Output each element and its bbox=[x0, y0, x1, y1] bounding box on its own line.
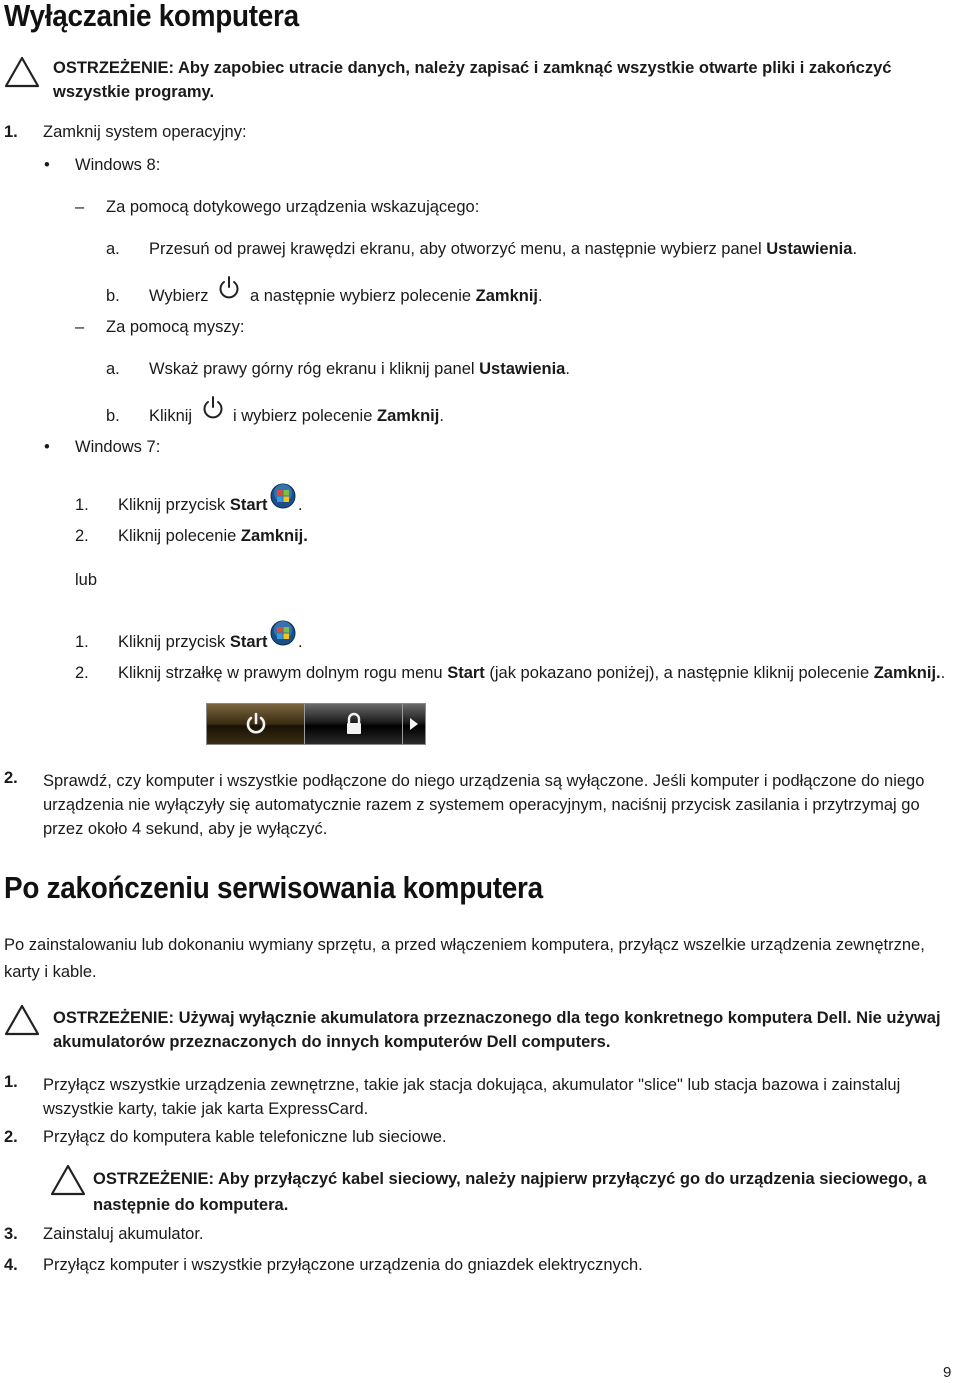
warning-text: OSTRZEŻENIE: Używaj wyłącznie akumulatora przeznaczonego dla tego konkretnego komputera Dell. Nie używaj akumulatorów przeznaczonych do innych komputerów Dell computers. bbox=[53, 1009, 941, 1051]
touch-b-text bbox=[250, 287, 543, 306]
windows-start-orb-icon bbox=[270, 483, 296, 509]
w7b-2-mid: (jak pokazano poniżej), a następnie kliknij polecenie bbox=[484, 664, 874, 682]
dash-marker: – bbox=[75, 198, 85, 216]
windows-start-orb-icon bbox=[270, 620, 296, 646]
warning-triangle-icon bbox=[4, 1004, 40, 1036]
mouse-a-marker: a. bbox=[106, 360, 120, 378]
s2-step-1-text: Przyłącz wszystkie urządzenia zewnętrzne, takie jak stacja dokująca, akumulator "slice" lub stacja bazowa i zainstaluj wszystkie karty, takie jak karta ExpressCard. bbox=[43, 1076, 901, 1118]
w7b-1-body: Kliknij przycisk bbox=[118, 633, 230, 651]
w7a-2-number: 2. bbox=[75, 527, 89, 545]
touch-b-pre: Wybierz bbox=[149, 287, 209, 305]
dash-marker: – bbox=[75, 318, 85, 336]
mouse-a-end: . bbox=[565, 360, 570, 378]
mouse-b-marker: b. bbox=[106, 407, 120, 425]
power-icon bbox=[244, 712, 268, 736]
touch-b-end: . bbox=[538, 287, 543, 305]
w7a-1-number: 1. bbox=[75, 496, 89, 514]
step-2-text: Sprawdź, czy komputer i wszystkie podłączone do niego urządzenia są wyłączone. Jeśli komputer i podłączone do niego urządzenia nie wyłączyły się automatycznie razem z systemem operacyjnym, naciśnij przycisk zasilania i przytrzymaj go przez około 4 sekund, aby je wyłączyć. bbox=[43, 772, 925, 838]
section-intro: Po zainstalowaniu lub dokonaniu wymiany sprzętu, a przed włączeniem komputera, przyłącz wszelkie urządzenia zewnętrzne, karty i kable. bbox=[4, 936, 925, 981]
w7b-1-end: . bbox=[298, 633, 303, 651]
s2-step-4-number: 4. bbox=[4, 1256, 18, 1274]
bullet-dot: • bbox=[44, 438, 50, 456]
s2-step-1-number: 1. bbox=[4, 1073, 18, 1091]
w7b-2-bold-2: Zamknij. bbox=[873, 664, 941, 682]
w7b-2-text bbox=[118, 664, 945, 683]
touch-a-body: Przesuń od prawej krawędzi ekranu, aby otworzyć menu, a następnie wybierz panel bbox=[149, 240, 767, 258]
arrow-right-icon bbox=[409, 717, 419, 731]
touch-a-end: . bbox=[852, 240, 858, 258]
w7b-1-bold: Start bbox=[229, 633, 268, 651]
mouse-a-body: Wskaż prawy górny róg ekranu i kliknij panel bbox=[149, 360, 480, 378]
mouse-a-text bbox=[149, 360, 570, 379]
s2-step-3-text: Zainstaluj akumulator. bbox=[43, 1225, 204, 1243]
shutdown-button-bar bbox=[206, 703, 426, 745]
w7b-2-bold-1: Start bbox=[447, 664, 485, 682]
w7b-2-end: . bbox=[940, 664, 946, 682]
s2-step-2-warning: OSTRZEŻENIE: Aby przyłączyć kabel sieciowy, należy najpierw przyłączyć go do urządzenia sieciowego, a następnie do komputera. bbox=[93, 1170, 927, 1214]
warning-text: OSTRZEŻENIE: Aby zapobiec utracie danych, należy zapisać i zamknąć wszystkie otwarte pliki i zakończyć wszystkie programy. bbox=[53, 59, 892, 101]
shutdown-button[interactable] bbox=[207, 704, 305, 744]
w7a-1-text bbox=[118, 496, 267, 515]
w7b-1-text bbox=[118, 633, 267, 652]
page-title: Wyłączanie komputera bbox=[4, 0, 299, 33]
w7b-2-body: Kliknij strzałkę w prawym dolnym rogu menu bbox=[118, 664, 448, 682]
s2-step-2-number: 2. bbox=[4, 1128, 18, 1146]
w7a-2-text bbox=[118, 527, 308, 546]
power-icon bbox=[217, 275, 241, 301]
touch-b-bold: Zamknij bbox=[475, 287, 539, 305]
touch-a-marker: a. bbox=[106, 240, 120, 258]
mouse-label: Za pomocą myszy: bbox=[106, 318, 245, 336]
s2-step-4-text: Przyłącz komputer i wszystkie przyłączone urządzenia do gniazdek elektrycznych. bbox=[43, 1256, 643, 1274]
power-icon bbox=[201, 395, 225, 421]
w7b-2-number: 2. bbox=[75, 664, 89, 682]
windows-8-label: Windows 8: bbox=[75, 156, 161, 174]
w7a-1-bold: Start bbox=[229, 496, 268, 514]
w7a-1-body: Kliknij przycisk bbox=[118, 496, 230, 514]
s2-step-3-number: 3. bbox=[4, 1225, 18, 1243]
mouse-b-bold: Zamknij bbox=[377, 407, 440, 425]
step-2-number: 2. bbox=[4, 769, 18, 787]
step-1-text: Zamknij system operacyjny: bbox=[43, 123, 247, 141]
shutdown-options-arrow-button[interactable] bbox=[403, 704, 425, 744]
s2-step-2-text: Przyłącz do komputera kable telefoniczne lub sieciowe. bbox=[43, 1128, 447, 1146]
mouse-b-text bbox=[233, 407, 444, 426]
w7b-1-number: 1. bbox=[75, 633, 89, 651]
mouse-b-body: i wybierz polecenie bbox=[233, 407, 377, 425]
windows-7-label: Windows 7: bbox=[75, 438, 161, 456]
warning-triangle-icon bbox=[50, 1164, 86, 1196]
w7a-2-body: Kliknij polecenie bbox=[118, 527, 241, 545]
step-1-number: 1. bbox=[4, 123, 18, 141]
mouse-b-pre: Kliknij bbox=[149, 407, 193, 425]
mouse-b-end: . bbox=[439, 407, 444, 425]
touch-label: Za pomocą dotykowego urządzenia wskazującego: bbox=[106, 198, 480, 216]
touch-b-marker: b. bbox=[106, 287, 120, 305]
w7a-2-bold: Zamknij. bbox=[240, 527, 308, 545]
warning-triangle-icon bbox=[4, 56, 40, 88]
page-number: 9 bbox=[943, 1364, 952, 1381]
touch-a-bold: Ustawienia bbox=[766, 240, 853, 258]
mouse-a-bold: Ustawienia bbox=[479, 360, 566, 378]
lock-button[interactable] bbox=[305, 704, 403, 744]
lub-text: lub bbox=[75, 571, 98, 589]
bullet-dot: • bbox=[44, 156, 50, 174]
touch-b-body: a następnie wybierz polecenie bbox=[250, 287, 476, 305]
lock-icon bbox=[342, 712, 366, 736]
section-title: Po zakończeniu serwisowania komputera bbox=[4, 870, 543, 905]
w7a-1-end: . bbox=[298, 496, 303, 514]
touch-a-text bbox=[149, 240, 857, 259]
